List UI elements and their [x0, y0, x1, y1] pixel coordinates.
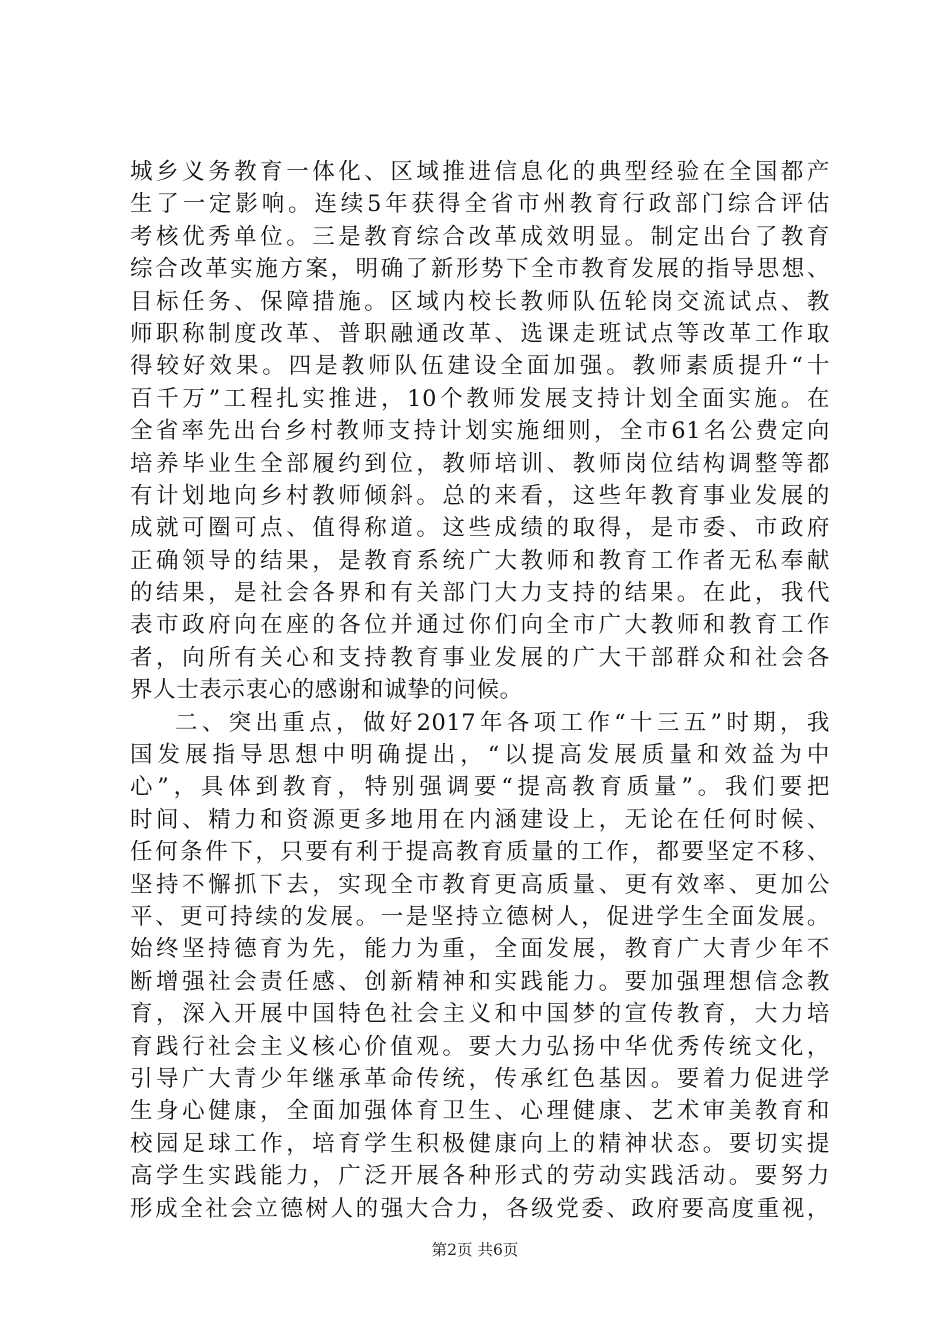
- text-line: 形成全社会立德树人的强大合力，各级党委、政府要高度重视，: [130, 1195, 830, 1222]
- text-line: 表市政府向在座的各位并通过你们向全市广大教师和教育工作: [130, 612, 830, 639]
- text-line: 平、更可持续的发展。一是坚持立德树人，促进学生全面发展。: [130, 903, 830, 930]
- text-line: 培养毕业生全部履约到位，教师培训、教师岗位结构调整等都: [130, 450, 830, 477]
- text-line: 生身心健康，全面加强体育卫生、心理健康、艺术审美教育和: [130, 1098, 830, 1125]
- text-line: 界人士表示衷心的感谢和诚挚的问候。: [130, 677, 523, 704]
- text-line: 断增强社会责任感、创新精神和实践能力。要加强理想信念教: [130, 968, 830, 995]
- text-line: 育践行社会主义核心价值观。要大力弘扬中华优秀传统文化，: [130, 1033, 830, 1060]
- text-line: 国发展指导思想中明确提出，“以提高发展质量和效益为中: [130, 742, 830, 769]
- text-line: 校园足球工作，培育学生积极健康向上的精神状态。要切实提: [130, 1130, 830, 1157]
- text-line: 任何条件下，只要有利于提高教育质量的工作，都要坚定不移、: [130, 839, 830, 866]
- text-line: 二、突出重点，做好2017年各项工作“十三五”时期，我: [175, 709, 830, 736]
- text-line: 者，向所有关心和支持教育事业发展的广大干部群众和社会各: [130, 644, 830, 671]
- text-line: 综合改革实施方案，明确了新形势下全市教育发展的指导思想、: [130, 256, 830, 283]
- text-line: 师职称制度改革、普职融通改革、选课走班试点等改革工作取: [130, 320, 830, 347]
- text-line: 目标任务、保障措施。区域内校长教师队伍轮岗交流试点、教: [130, 288, 830, 315]
- page-footer: 第2页 共6页: [431, 1241, 519, 1259]
- text-line: 全省率先出台乡村教师支持计划实施细则，全市61名公费定向: [130, 418, 830, 445]
- text-line: 百千万”工程扎实推进，10个教师发展支持计划全面实施。在: [130, 385, 830, 412]
- text-line: 的结果，是社会各界和有关部门大力支持的结果。在此，我代: [130, 580, 830, 607]
- text-line: 心”，具体到教育，特别强调要“提高教育质量”。我们要把: [130, 774, 830, 801]
- text-line: 正确领导的结果，是教育系统广大教师和教育工作者无私奉献: [130, 547, 830, 574]
- text-line: 育，深入开展中国特色社会主义和中国梦的宣传教育，大力培: [130, 1001, 830, 1028]
- body-text: [130, 156, 830, 1225]
- text-line: 始终坚持德育为先，能力为重，全面发展，教育广大青少年不: [130, 936, 830, 963]
- text-line: 考核优秀单位。三是教育综合改革成效明显。制定出台了教育: [130, 223, 830, 250]
- text-line: 高学生实践能力，广泛开展各种形式的劳动实践活动。要努力: [130, 1163, 830, 1190]
- text-line: 坚持不懈抓下去，实现全市教育更高质量、更有效率、更加公: [130, 871, 830, 898]
- text-line: 引导广大青少年继承革命传统，传承红色基因。要着力促进学: [130, 1065, 830, 1092]
- text-line: 时间、精力和资源更多地用在内涵建设上，无论在任何时候、: [130, 806, 830, 833]
- text-line: 得较好效果。四是教师队伍建设全面加强。教师素质提升“十: [130, 353, 830, 380]
- text-line: 生了一定影响。连续5年获得全省市州教育行政部门综合评估: [130, 191, 830, 218]
- text-line: 有计划地向乡村教师倾斜。总的来看，这些年教育事业发展的: [130, 482, 830, 509]
- text-line: 成就可圈可点、值得称道。这些成绩的取得，是市委、市政府: [130, 515, 830, 542]
- text-line: 城乡义务教育一体化、区域推进信息化的典型经验在全国都产: [130, 159, 830, 185]
